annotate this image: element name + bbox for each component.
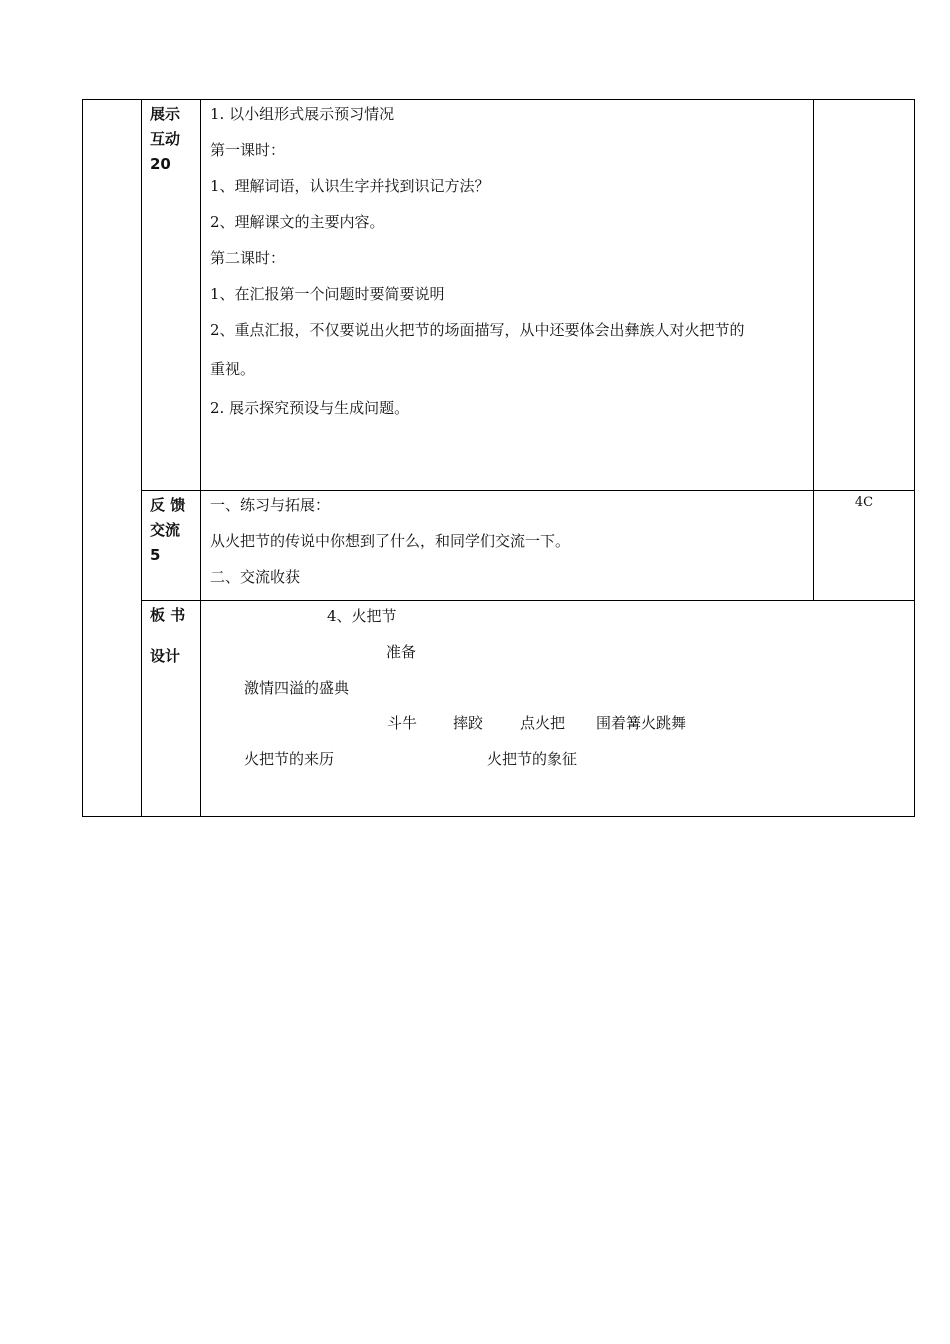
section-content-feedback [201,491,814,601]
content-line: 重视。 [210,360,256,378]
row-display-interaction [83,100,915,491]
section-label-board [142,601,201,817]
section-content-display [201,100,814,491]
board-grand-ceremony: 激情四溢的盛典 [244,679,350,697]
content-line: 1、理解词语，认识生字并找到识记方法？ [210,177,490,195]
board-activity: 斗牛 [387,714,418,732]
lesson-plan-table [82,99,915,817]
content-line: 2、重点汇报，不仅要说出火把节的场面描写，从中还要体会出彝族人对火把节的 [210,321,745,339]
section-label-line: 板 书 [150,606,186,624]
content-line: 第一课时： [210,141,286,159]
content-line: 1、在汇报第一个问题时要简要说明 [210,285,445,303]
note-cell-display [814,100,915,491]
section-label-line: 交流 [150,521,181,539]
content-line: 2、理解课文的主要内容。 [210,213,385,231]
section-label-line: 互动 [150,130,181,148]
content-line: 二、交流收获 [210,568,301,586]
board-prepare: 准备 [386,643,417,661]
section-label-line: 展示 [150,105,181,123]
board-activity: 围着篝火跳舞 [596,714,687,732]
board-title: 4、火把节 [327,607,397,625]
board-activity: 摔跤 [453,714,484,732]
section-label-minutes: 20 [150,155,171,173]
section-label-minutes: 5 [150,546,161,564]
section-label-display [142,100,201,491]
section-label-line: 反 馈 [150,496,186,514]
row-feedback-exchange [83,491,915,601]
content-line: 一、练习与拓展： [210,496,331,514]
content-line: 第二课时： [210,249,286,267]
note-cell-feedback: 4C [814,491,915,601]
board-origin: 火把节的来历 [244,750,335,768]
section-label-feedback [142,491,201,601]
board-design-area [201,601,915,817]
row-board-design [83,601,915,817]
content-line: 从火把节的传说中你想到了什么，和同学们交流一下。 [210,532,571,550]
board-activity: 点火把 [520,714,566,732]
section-label-line: 设计 [150,647,181,665]
content-line: 1. 以小组形式展示预习情况 [210,105,395,123]
left-blank-cell [83,100,142,817]
board-symbol: 火把节的象征 [487,750,578,768]
content-line: 2. 展示探究预设与生成问题。 [210,399,410,417]
